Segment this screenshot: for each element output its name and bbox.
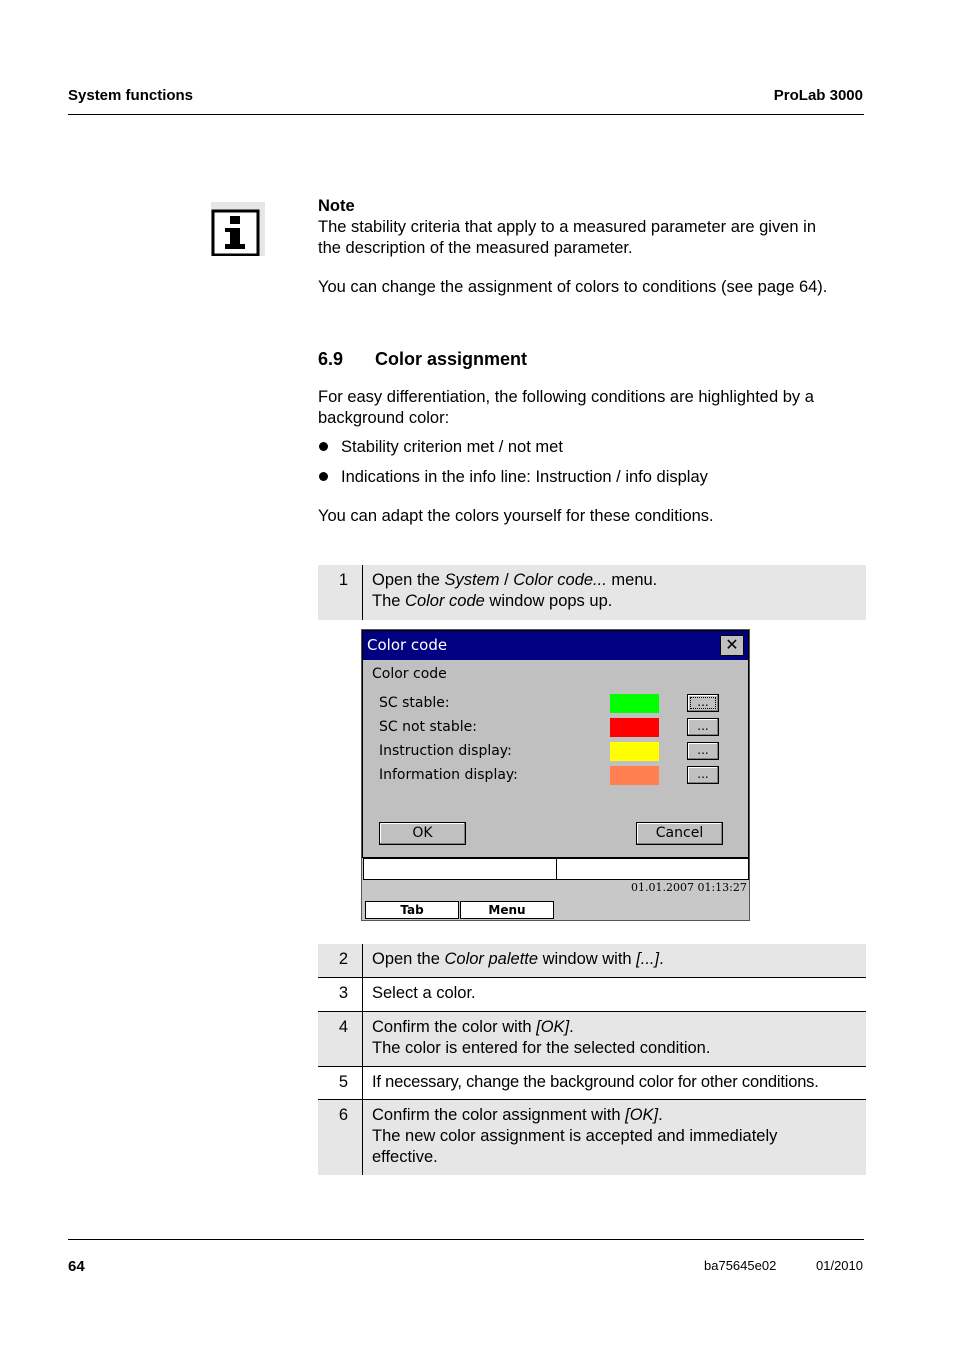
close-icon[interactable]: ✕ xyxy=(720,635,744,656)
step-row-5 xyxy=(318,1067,866,1099)
step-text: Confirm the color with [OK]. The color is entered for the selected condition. xyxy=(372,1018,711,1057)
document-id: ba75645e02 xyxy=(704,1258,777,1273)
footer-rule xyxy=(68,1239,864,1240)
note-line-1: The stability criteria that apply to a measured parameter are given in xyxy=(318,218,816,236)
running-header-right: ProLab 3000 xyxy=(773,87,863,104)
row-label-information-display: Information display: xyxy=(379,767,518,783)
step-text: Select a color. xyxy=(372,984,476,1002)
outro-text: You can adapt the colors yourself for these conditions. xyxy=(318,507,714,525)
section-title: Color assignment xyxy=(375,349,528,369)
note-title: Note xyxy=(318,197,355,215)
intro-line-2: background color: xyxy=(318,409,450,427)
note-paragraph-2: You can change the assignment of colors to conditions (see page 64). xyxy=(318,278,828,296)
step-row-4 xyxy=(318,1012,866,1066)
status-field-left xyxy=(363,858,557,880)
color-swatch-sc-not-stable xyxy=(610,718,659,737)
color-swatch-sc-stable xyxy=(610,694,659,713)
color-swatch-information-display xyxy=(610,766,659,785)
intro-line-1: For easy differentiation, the following conditions are highlighted by a xyxy=(318,388,814,406)
step-number: 5 xyxy=(318,1067,363,1099)
header-rule xyxy=(68,114,864,115)
document-date: 01/2010 xyxy=(816,1258,863,1273)
ok-button[interactable]: OK xyxy=(379,822,466,845)
group-label: Color code xyxy=(372,666,447,682)
row-label-sc-not-stable: SC not stable: xyxy=(379,719,477,735)
color-swatch-instruction-display xyxy=(610,742,659,761)
choose-color-button-instruction-display[interactable]: ... xyxy=(687,742,719,760)
choose-color-button-sc-stable[interactable]: ... xyxy=(687,694,719,712)
step-row-3 xyxy=(318,978,866,1011)
status-field-right xyxy=(556,858,749,880)
note-line-2: the description of the measured parameter. xyxy=(318,239,633,257)
step-text: Open the System / Color code... menu. The Color code window pops up. xyxy=(372,571,658,610)
step-row-2 xyxy=(318,944,866,977)
step-text: Open the Color palette window with [...]. xyxy=(372,950,664,968)
row-label-sc-stable: SC stable: xyxy=(379,695,450,711)
step-row-1 xyxy=(318,565,866,620)
choose-color-button-information-display[interactable]: ... xyxy=(687,766,719,784)
step-number: 1 xyxy=(318,565,363,620)
info-icon xyxy=(211,202,265,256)
row-label-instruction-display: Instruction display: xyxy=(379,743,512,759)
page-number: 64 xyxy=(68,1258,85,1275)
step-number: 2 xyxy=(318,944,363,977)
bullet-item-1: Stability criterion met / not met xyxy=(341,438,563,456)
tab-softkey[interactable]: Tab xyxy=(365,901,459,919)
running-header-left: System functions xyxy=(68,87,194,104)
bullet-dot xyxy=(319,442,328,451)
step-number: 6 xyxy=(318,1100,363,1175)
dialog-title: Color code xyxy=(363,631,748,660)
step-text: If necessary, change the background color for other conditions. xyxy=(372,1073,819,1091)
color-code-dialog xyxy=(362,630,749,858)
menu-softkey[interactable]: Menu xyxy=(460,901,554,919)
step-text: Confirm the color assignment with [OK]. The new color assignment is accepted and immediately effective. xyxy=(372,1106,778,1166)
cancel-button[interactable]: Cancel xyxy=(636,822,723,845)
bullet-dot xyxy=(319,472,328,481)
status-datetime: 01.01.2007 01:13:27 xyxy=(631,881,747,894)
section-number: 6.9 xyxy=(318,349,344,369)
step-row-6 xyxy=(318,1100,866,1175)
bullet-item-2: Indications in the info line: Instruction / info display xyxy=(341,468,708,486)
choose-color-button-sc-not-stable[interactable]: ... xyxy=(687,718,719,736)
step-number: 3 xyxy=(318,978,363,1011)
step-number: 4 xyxy=(318,1012,363,1066)
